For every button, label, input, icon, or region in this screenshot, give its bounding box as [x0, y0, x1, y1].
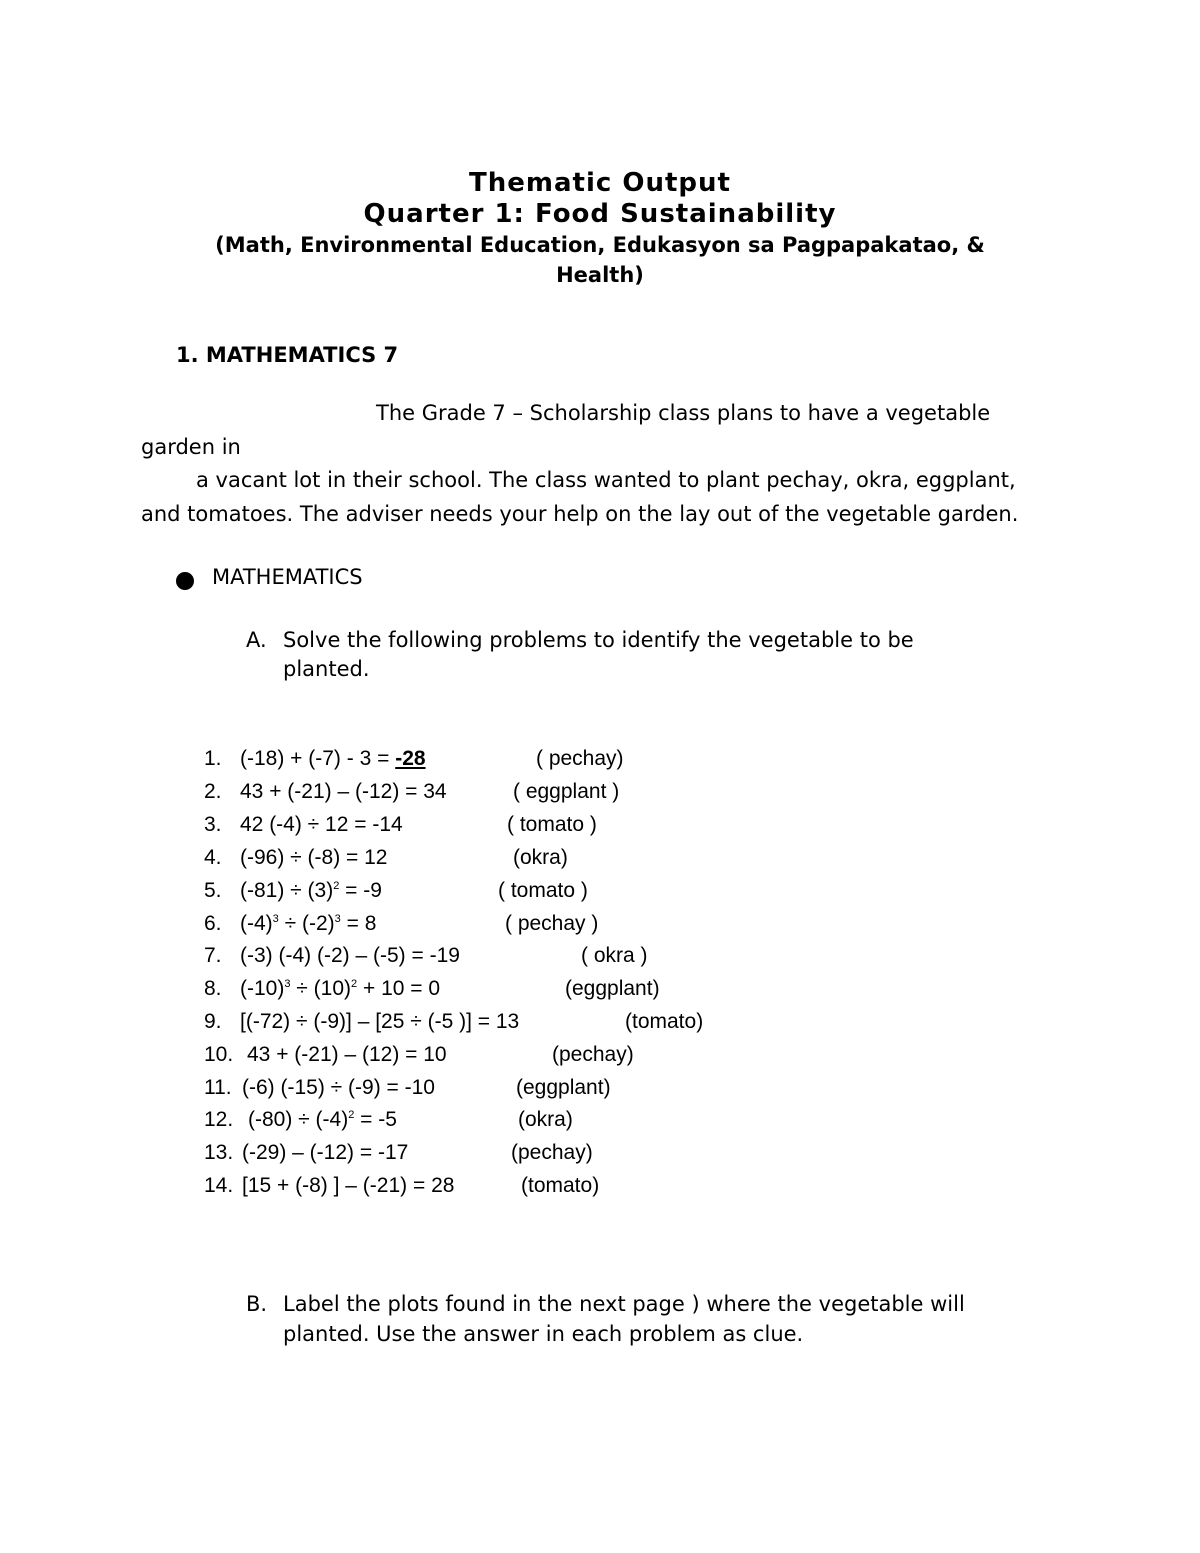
problem-expression: (-29) – (-12) = -17	[242, 1141, 409, 1164]
part-a-line-2: planted.	[283, 657, 370, 681]
problem-number: 12.	[204, 1108, 234, 1131]
problem-expression: [(-72) ÷ (-9)] – [25 ÷ (-5 )] = 13	[240, 1010, 520, 1033]
part-b-letter: B.	[246, 1292, 268, 1316]
intro-line-1: The Grade 7 – Scholarship class plans to have a vegetable	[376, 401, 991, 425]
quarter-title: Quarter 1: Food Sustainability	[363, 199, 837, 229]
problem-number: 11.	[204, 1076, 232, 1099]
problem-expression: $(-80) \div (-4)^2 = -5$	[248, 1108, 397, 1131]
problem-expression: $(-10)^3 \div (10)^2 + 10 = 0$	[240, 977, 441, 1000]
part-b-line-2: planted. Use the answer in each problem as clue.	[283, 1322, 804, 1346]
problem-expression: $(-4)^3 \div (-2)^3 = 8$	[240, 912, 377, 935]
problem-vegetable: ( eggplant )	[513, 780, 620, 803]
problem-answer: -28	[395, 747, 426, 770]
intro-line-2: garden in	[141, 435, 241, 459]
document-title: Thematic Output	[469, 168, 731, 198]
problem-number: 10.	[204, 1043, 234, 1066]
problem-vegetable: ( tomato )	[507, 813, 597, 836]
problem-expression: 43 + (-21) – (-12) = 34	[240, 780, 447, 803]
subjects-line-2: Health)	[556, 263, 644, 287]
problem-expression: (-96) ÷ (-8) = 12	[240, 846, 388, 869]
problem-number: 5.	[204, 879, 222, 902]
problem-number: 7.	[204, 944, 222, 967]
problem-expression: (-6) (-15) ÷ (-9) = -10	[242, 1076, 435, 1099]
problem-number: 4.	[204, 846, 222, 869]
problem-vegetable: ( tomato )	[498, 879, 588, 902]
problem-vegetable: ( pechay)	[536, 747, 624, 770]
intro-line-3: a vacant lot in their school. The class wanted to plant pechay, okra, eggplant,	[196, 468, 1016, 492]
problem-vegetable: (eggplant)	[565, 977, 660, 1000]
problem-number: 8.	[204, 977, 222, 1000]
part-a-letter: A.	[246, 628, 267, 652]
problem-number: 14.	[204, 1174, 234, 1197]
part-a-line-1: Solve the following problems to identify the vegetable to be	[283, 628, 914, 652]
problem-expression: (-18) + (-7) - 3 = -28	[240, 747, 426, 770]
problem-vegetable: ( okra )	[581, 944, 648, 967]
problem-vegetable: (okra)	[518, 1108, 573, 1131]
problem-vegetable: (pechay)	[552, 1043, 634, 1066]
subjects-line-1: (Math, Environmental Education, Edukasyon sa Pagpapakatao, &	[215, 233, 985, 257]
problem-expression: 42 (-4) ÷ 12 = -14	[240, 813, 403, 836]
problem-number: 13.	[204, 1141, 234, 1164]
bullet-label: MATHEMATICS	[212, 565, 363, 589]
problem-vegetable: (eggplant)	[516, 1076, 611, 1099]
problem-expression: (-3) (-4) (-2) – (-5) = -19	[240, 944, 460, 967]
problem-vegetable: (pechay)	[511, 1141, 593, 1164]
problem-number: 9.	[204, 1010, 222, 1033]
problem-vegetable: (tomato)	[625, 1010, 704, 1033]
problem-expression: $(-81) \div (3)^2 = -9$	[240, 879, 382, 902]
problem-number: 1.	[204, 747, 222, 770]
problem-number: 3.	[204, 813, 222, 836]
part-b-line-1: Label the plots found in the next page ) where the vegetable will	[283, 1292, 965, 1316]
section-heading: 1. MATHEMATICS 7	[176, 343, 399, 367]
intro-line-4: and tomatoes. The adviser needs your help on the lay out of the vegetable garden.	[141, 502, 1019, 526]
problem-vegetable: ( pechay )	[505, 912, 599, 935]
problem-expression: [15 + (-8) ] – (-21) = 28	[242, 1174, 455, 1197]
problem-number: 6.	[204, 912, 222, 935]
problem-vegetable: (okra)	[513, 846, 568, 869]
problem-number: 2.	[204, 780, 222, 803]
problem-vegetable: (tomato)	[521, 1174, 600, 1197]
bullet-icon	[176, 572, 194, 590]
problem-expression: 43 + (-21) – (12) = 10	[247, 1043, 447, 1066]
